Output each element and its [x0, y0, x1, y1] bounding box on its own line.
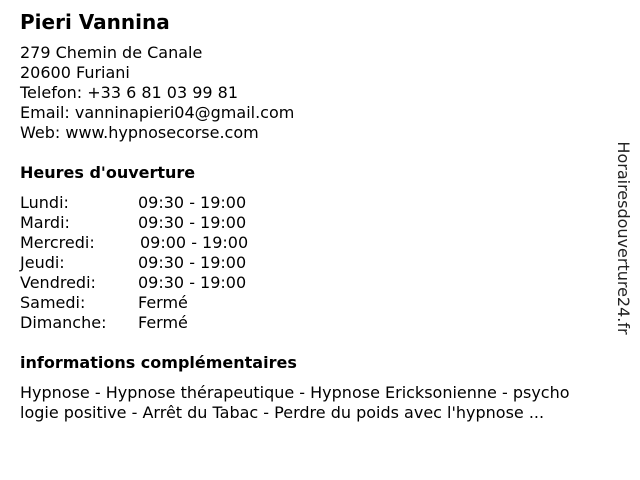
- hours-day: Vendredi:: [20, 273, 96, 292]
- info-heading: informations complémentaires: [20, 353, 297, 372]
- hours-time: 09:30 - 19:00: [138, 193, 247, 212]
- hours-time: Fermé: [138, 293, 188, 312]
- hours-day: Dimanche:: [20, 313, 107, 332]
- hours-heading: Heures d'ouverture: [20, 163, 196, 182]
- info-text-line-2: logie positive - Arrêt du Tabac - Perdre du poids avec l'hypnose ...: [20, 403, 545, 422]
- hours-time: Fermé: [138, 313, 188, 332]
- hours-day: Mercredi:: [20, 233, 95, 252]
- hours-time: 09:00 - 19:00: [140, 233, 249, 252]
- website: Web: www.hypnosecorse.com: [20, 123, 259, 142]
- hours-day: Lundi:: [20, 193, 69, 212]
- address-line-2: 20600 Furiani: [20, 63, 130, 82]
- address-line-1: 279 Chemin de Canale: [20, 43, 203, 62]
- hours-day: Mardi:: [20, 213, 70, 232]
- hours-time: 09:30 - 19:00: [138, 273, 247, 292]
- site-watermark: Horairesdouverture24.fr: [614, 141, 633, 335]
- info-text-line-1: Hypnose - Hypnose thérapeutique - Hypnose Ericksonienne - psycho: [20, 383, 570, 402]
- phone: Telefon: +33 6 81 03 99 81: [20, 83, 239, 102]
- hours-day: Jeudi:: [20, 253, 65, 272]
- business-name: Pieri Vannina: [20, 10, 170, 34]
- email: Email: vanninapieri04@gmail.com: [20, 103, 295, 122]
- hours-time: 09:30 - 19:00: [138, 213, 247, 232]
- hours-day: Samedi:: [20, 293, 86, 312]
- hours-time: 09:30 - 19:00: [138, 253, 247, 272]
